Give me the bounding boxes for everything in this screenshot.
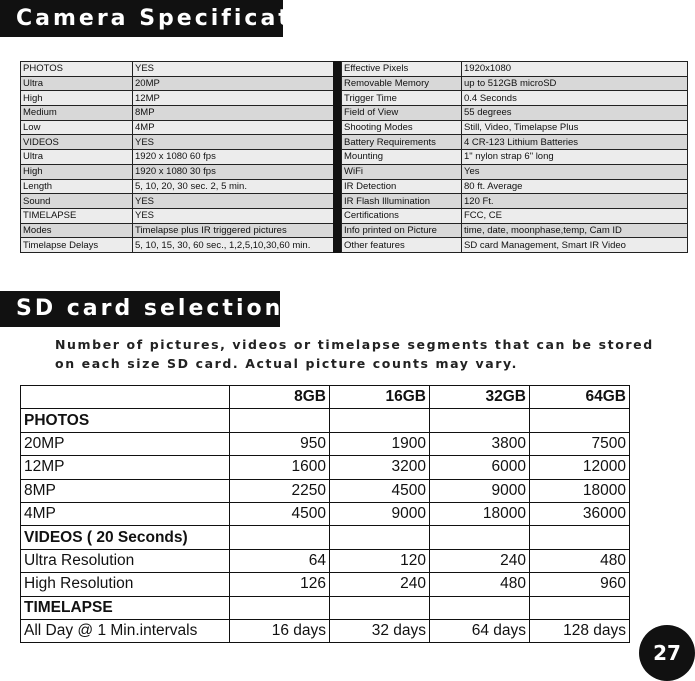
- sd-cell-value: 3800: [430, 432, 530, 455]
- spec-right-label: Other features: [342, 238, 462, 253]
- spec-right-value: FCC, CE: [462, 208, 688, 223]
- spec-left-label: Timelapse Delays: [21, 238, 133, 253]
- sd-table-header-row: [21, 386, 630, 409]
- spec-left-label: Medium: [21, 106, 133, 121]
- sd-cell-value: [230, 596, 330, 619]
- sd-cell-value: 480: [430, 573, 530, 596]
- spec-left-label: PHOTOS: [21, 62, 133, 77]
- spec-right-row: [342, 62, 688, 77]
- spec-left-label: Ultra: [21, 150, 133, 165]
- sd-cell-value: [430, 409, 530, 432]
- spec-right-value: 120 Ft.: [462, 194, 688, 209]
- sd-row-label: All Day @ 1 Min.intervals: [21, 619, 230, 642]
- spec-left-label: High: [21, 164, 133, 179]
- sd-cell-value: 960: [530, 573, 630, 596]
- spec-right-row: [342, 223, 688, 238]
- spec-left-row: [21, 76, 334, 91]
- spec-right-value: SD card Management, Smart IR Video: [462, 238, 688, 253]
- sd-header-capacity: 32GB: [430, 386, 530, 409]
- spec-left-row: [21, 62, 334, 77]
- sd-card-intro-text: Number of pictures, videos or timelapse segments that can be stored on each size SD card. Actual picture counts may vary.: [55, 337, 654, 371]
- spec-table-right: [341, 61, 688, 253]
- spec-left-value: YES: [133, 135, 334, 150]
- sd-section-row: [21, 409, 630, 432]
- spec-right-row: [342, 164, 688, 179]
- sd-cell-value: 1600: [230, 456, 330, 479]
- sd-row-label: 8MP: [21, 479, 230, 502]
- spec-left-row: [21, 150, 334, 165]
- sd-cell-value: 126: [230, 573, 330, 596]
- spec-right-label: Trigger Time: [342, 91, 462, 106]
- sd-cell-value: 480: [530, 549, 630, 572]
- spec-right-label: Field of View: [342, 106, 462, 121]
- spec-left-row: [21, 238, 334, 253]
- sd-cell-value: 3200: [330, 456, 430, 479]
- sd-row-label: 4MP: [21, 502, 230, 525]
- sd-cell-value: 1900: [330, 432, 430, 455]
- sd-cell-value: 128 days: [530, 619, 630, 642]
- spec-right-label: Battery Requirements: [342, 135, 462, 150]
- sd-cell-value: 12000: [530, 456, 630, 479]
- spec-right-value: Yes: [462, 164, 688, 179]
- spec-left-value: 8MP: [133, 106, 334, 121]
- spec-right-label: IR Flash Illumination: [342, 194, 462, 209]
- spec-left-row: [21, 106, 334, 121]
- spec-left-value: YES: [133, 62, 334, 77]
- spec-right-label: IR Detection: [342, 179, 462, 194]
- sd-cell-value: 64 days: [430, 619, 530, 642]
- sd-card-capacity-table: [20, 385, 630, 643]
- sd-cell-value: 32 days: [330, 619, 430, 642]
- spec-right-row: [342, 238, 688, 253]
- sd-data-row: [21, 619, 630, 642]
- sd-cell-value: [330, 526, 430, 549]
- sd-cell-value: 4500: [330, 479, 430, 502]
- sd-cell-value: [530, 596, 630, 619]
- spec-right-label: Shooting Modes: [342, 120, 462, 135]
- spec-left-label: Ultra: [21, 76, 133, 91]
- sd-cell-value: [330, 409, 430, 432]
- spec-right-value: 80 ft. Average: [462, 179, 688, 194]
- sd-cell-value: [230, 409, 330, 432]
- spec-right-value: time, date, moonphase,temp, Cam ID: [462, 223, 688, 238]
- spec-right-label: Removable Memory: [342, 76, 462, 91]
- spec-left-label: High: [21, 91, 133, 106]
- sd-cell-value: 240: [430, 549, 530, 572]
- sd-data-row: [21, 573, 630, 596]
- spec-right-value: up to 512GB microSD: [462, 76, 688, 91]
- sd-row-label: Ultra Resolution: [21, 549, 230, 572]
- sd-row-label: TIMELAPSE: [21, 596, 230, 619]
- spec-left-row: [21, 194, 334, 209]
- spec-right-row: [342, 194, 688, 209]
- spec-right-row: [342, 179, 688, 194]
- sd-row-label: PHOTOS: [21, 409, 230, 432]
- sd-cell-value: [430, 526, 530, 549]
- sd-cell-value: 36000: [530, 502, 630, 525]
- sd-cell-value: 6000: [430, 456, 530, 479]
- spec-right-label: Mounting: [342, 150, 462, 165]
- sd-header-blank: [21, 386, 230, 409]
- sd-section-row: [21, 596, 630, 619]
- spec-left-row: [21, 223, 334, 238]
- sd-cell-value: [330, 596, 430, 619]
- spec-left-row: [21, 208, 334, 223]
- spec-left-value: 1920 x 1080 30 fps: [133, 164, 334, 179]
- spec-right-label: Effective Pixels: [342, 62, 462, 77]
- sd-card-selection-heading: SD card selection: [0, 291, 280, 327]
- spec-left-row: [21, 164, 334, 179]
- spec-left-value: 5, 10, 15, 30, 60 sec., 1,2,5,10,30,60 min.: [133, 238, 334, 253]
- spec-right-value: 4 CR-123 Lithium Batteries: [462, 135, 688, 150]
- spec-right-value: Still, Video, Timelapse Plus: [462, 120, 688, 135]
- spec-left-value: 1920 x 1080 60 fps: [133, 150, 334, 165]
- spec-left-value: 4MP: [133, 120, 334, 135]
- sd-header-capacity: 64GB: [530, 386, 630, 409]
- spec-right-row: [342, 150, 688, 165]
- spec-left-label: Sound: [21, 194, 133, 209]
- sd-cell-value: 9000: [430, 479, 530, 502]
- sd-row-label: 20MP: [21, 432, 230, 455]
- sd-row-label: 12MP: [21, 456, 230, 479]
- spec-right-value: 55 degrees: [462, 106, 688, 121]
- spec-left-row: [21, 179, 334, 194]
- spec-right-label: WiFi: [342, 164, 462, 179]
- sd-cell-value: 2250: [230, 479, 330, 502]
- sd-header-capacity: 16GB: [330, 386, 430, 409]
- sd-data-row: [21, 502, 630, 525]
- sd-header-capacity: 8GB: [230, 386, 330, 409]
- spec-right-label: Info printed on Picture: [342, 223, 462, 238]
- spec-table-divider: [333, 61, 341, 253]
- spec-right-label: Certifications: [342, 208, 462, 223]
- spec-left-value: YES: [133, 194, 334, 209]
- sd-cell-value: [530, 409, 630, 432]
- sd-cell-value: [530, 526, 630, 549]
- sd-cell-value: 7500: [530, 432, 630, 455]
- sd-row-label: VIDEOS ( 20 Seconds): [21, 526, 230, 549]
- spec-left-value: 20MP: [133, 76, 334, 91]
- spec-right-row: [342, 135, 688, 150]
- spec-left-label: TIMELAPSE: [21, 208, 133, 223]
- spec-left-label: Low: [21, 120, 133, 135]
- sd-row-label: High Resolution: [21, 573, 230, 596]
- sd-cell-value: 120: [330, 549, 430, 572]
- spec-right-value: 1920x1080: [462, 62, 688, 77]
- spec-right-row: [342, 91, 688, 106]
- sd-cell-value: 9000: [330, 502, 430, 525]
- spec-table-left: [20, 61, 334, 253]
- sd-data-row: [21, 456, 630, 479]
- spec-left-value: YES: [133, 208, 334, 223]
- spec-left-value: Timelapse plus IR triggered pictures: [133, 223, 334, 238]
- sd-data-row: [21, 549, 630, 572]
- spec-right-row: [342, 106, 688, 121]
- sd-cell-value: 18000: [430, 502, 530, 525]
- spec-left-row: [21, 91, 334, 106]
- spec-left-label: VIDEOS: [21, 135, 133, 150]
- sd-data-row: [21, 479, 630, 502]
- sd-cell-value: 4500: [230, 502, 330, 525]
- sd-section-row: [21, 526, 630, 549]
- spec-right-row: [342, 76, 688, 91]
- spec-right-row: [342, 120, 688, 135]
- sd-cell-value: 240: [330, 573, 430, 596]
- spec-left-label: Length: [21, 179, 133, 194]
- spec-left-row: [21, 120, 334, 135]
- sd-cell-value: 18000: [530, 479, 630, 502]
- spec-left-row: [21, 135, 334, 150]
- page-number-badge: 27: [639, 625, 695, 681]
- spec-right-value: 0.4 Seconds: [462, 91, 688, 106]
- spec-left-value: 12MP: [133, 91, 334, 106]
- sd-cell-value: 950: [230, 432, 330, 455]
- sd-cell-value: [230, 526, 330, 549]
- spec-right-row: [342, 208, 688, 223]
- sd-cell-value: 64: [230, 549, 330, 572]
- spec-right-value: 1" nylon strap 6" long: [462, 150, 688, 165]
- sd-data-row: [21, 432, 630, 455]
- camera-specifications-heading: Camera Specifications: [0, 0, 283, 37]
- sd-cell-value: [430, 596, 530, 619]
- sd-cell-value: 16 days: [230, 619, 330, 642]
- spec-left-label: Modes: [21, 223, 133, 238]
- spec-left-value: 5, 10, 20, 30 sec. 2, 5 min.: [133, 179, 334, 194]
